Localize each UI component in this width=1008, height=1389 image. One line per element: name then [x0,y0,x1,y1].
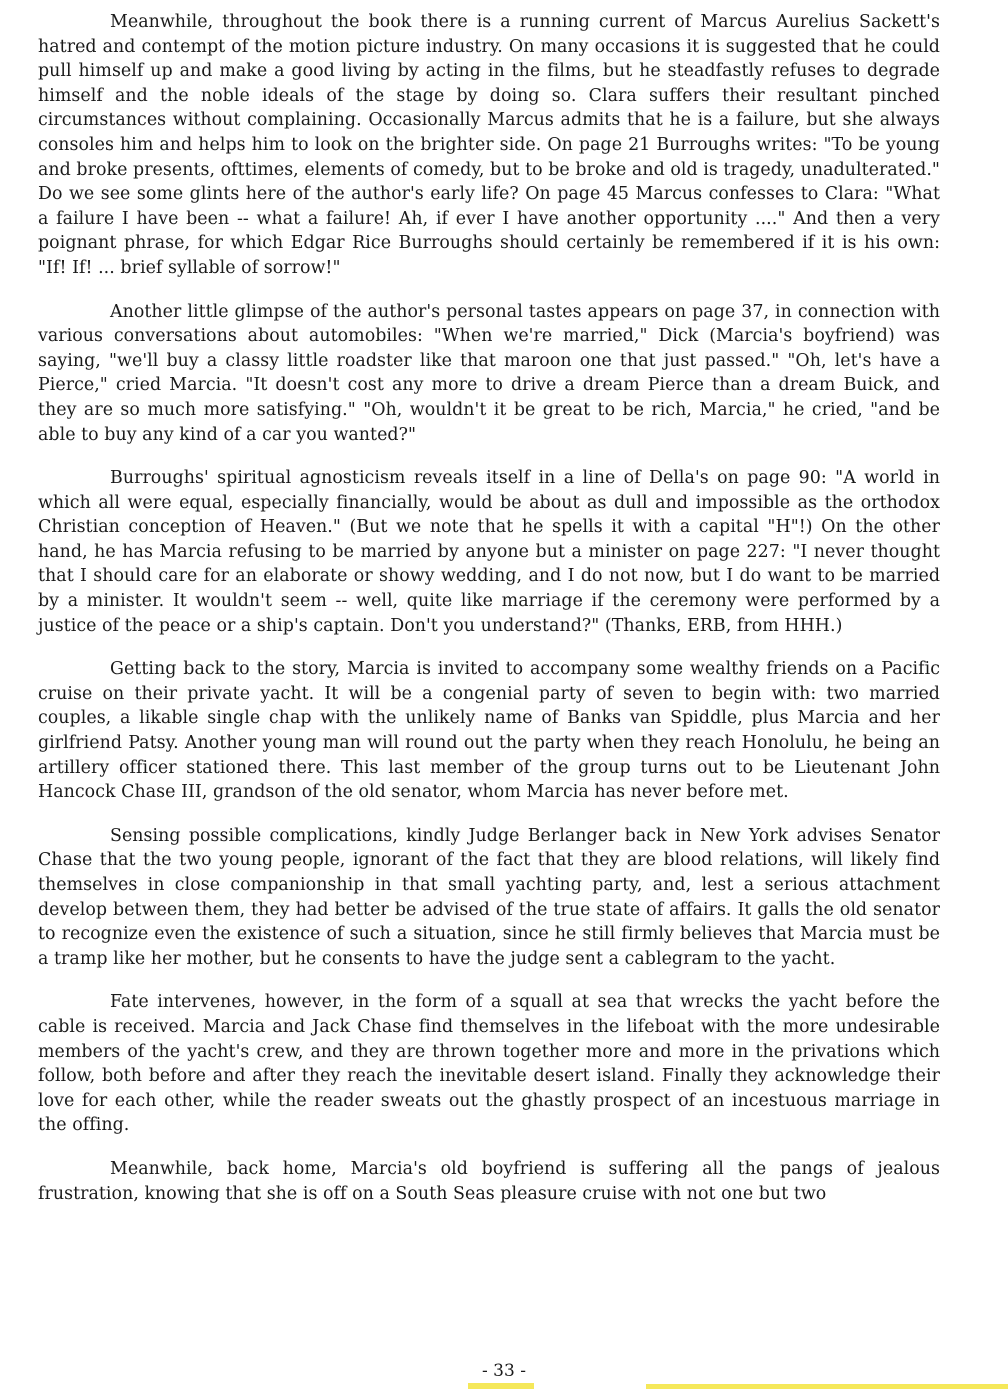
page-number: - 33 - [482,1361,526,1381]
paragraph-judge-berlanger: Sensing possible complications, kindly Judge Berlanger back in New York advises Senator Chase that the two young people, ignorant of the fact that they are blood relations, will likely find themselves in close companionship in that small yachting party, and, lest a serious attachment develop between them, they had better be advised of the true state of affairs. It galls the old senator to recognize even the existence of such a situation, since he still firmly believes that Marcia must be a tramp like her mother, but he consents to have the judge sent a cablegram to the yacht. [38,825,940,969]
paragraph-old-boyfriend: Meanwhile, back home, Marcia's old boyfriend is suffering all the pangs of jealous frustration, knowing that she is off on a South Seas pleasure cruise with not one but two [38,1158,940,1204]
paragraph-sackett-hatred: Meanwhile, throughout the book there is a running current of Marcus Aurelius Sackett's hatred and contempt of the motion picture industry. On many occasions it is suggested that he could pull himself up and make a good living by acting in the films, but he steadfastly refuses to degrade himself and the noble ideals of the stage by doing so. Clara suffers their resultant pinched circumstances without complaining. Occasionally Marcus admits that he is a failure, but she always consoles him and helps him to look on the brighter side. On page 21 Burroughs writes: "To be young and broke presents, ofttimes, elements of comedy, but to be broke and old is tragedy, unadulterated." Do we see some glints here of the author's early life? On page 45 Marcus confesses to Clara: "What a failure I have been -- what a failure! Ah, if ever I have another opportunity ...." And then a very poignant phrase, for which Edgar Rice Burroughs should certainly be remembered if it is his own: "If! If! ... brief syllable of sorrow!" [38,12,940,278]
document-body [38,10,940,1225]
highlight-stripe [646,1384,1008,1389]
paragraph-automobiles: Another little glimpse of the author's personal tastes appears on page 37, in connection with various conversations about automobiles: "When we're married," Dick (Marcia's boyfriend) was saying, "we'll buy a classy little roadster like that maroon one that just passed." "Oh, let's have a Pierce," cried Marcia. "It doesn't cost any more to drive a dream Pierce than a dream Buick, and they are so much more satisfying." "Oh, wouldn't it be great to be rich, Marcia," he cried, "and be able to buy any kind of a car you wanted?" [38,301,940,445]
paragraph-shipwreck: Fate intervenes, however, in the form of a squall at sea that wrecks the yacht before the cable is received. Marcia and Jack Chase find themselves in the lifeboat with the more undesirable members of the yacht's crew, and they are thrown together more and more in the privations which follow, both before and after they reach the inevitable desert island. Finally they acknowledge their love for each other, while the reader sweats out the ghastly prospect of an incestuous marriage in the offing. [38,992,940,1136]
paragraph-pacific-cruise: Getting back to the story, Marcia is invited to accompany some wealthy friends on a Pacific cruise on their private yacht. It will be a congenial party of seven to begin with: two married couples, a likable single chap with the unlikely name of Banks van Spiddle, plus Marcia and her girlfriend Patsy. Another young man will round out the party when they reach Honolulu, he being an artillery officer stationed there. This last member of the group turns out to be Lieutenant John Hancock Chase III, grandson of the old senator, whom Marcia has never before met. [38,659,940,803]
highlight-stripe [468,1383,534,1389]
paragraph-agnosticism: Burroughs' spiritual agnosticism reveals itself in a line of Della's on page 90: "A world in which all were equal, especially financially, would be about as dull and impossible as the orthodox Christian conception of Heaven." (But we note that he spells it with a capital "H"!) On the other hand, he has Marcia refusing to be married by anyone but a minister on page 227: "I never thought that I should care for an elaborate or showy wedding, and I do not now, but I do want to be married by a minister. It wouldn't seem -- well, quite like marriage if the ceremony were performed by a justice of the peace or a ship's captain. Don't you understand?" (Thanks, ERB, from HHH.) [38,468,940,636]
